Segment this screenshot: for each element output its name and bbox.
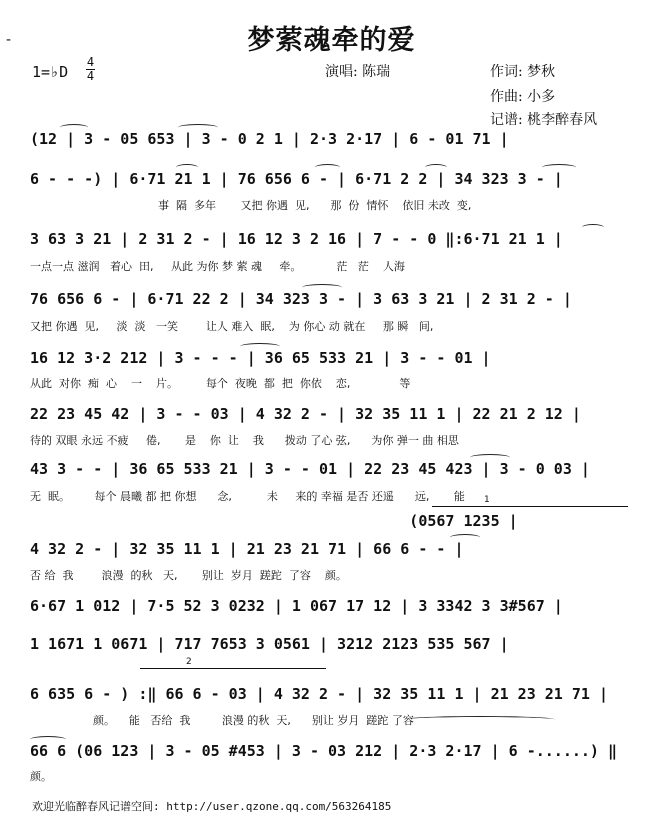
lyric-row-8: 否 给 我 浪漫 的秋 天, 别让 岁月 蹉跎 了容 颜。 (30, 569, 347, 582)
score-row-8: 4 32 2 - | 32 35 11 1 | 21 23 21 71 | 66 6 - - | (30, 540, 464, 558)
composer-credit: 作曲: 小多 (490, 89, 556, 105)
footer-link-text: 欢迎光临醉春风记谱空间: http://user.qzone.qq.com/563264185 (32, 800, 392, 813)
lyric-row-12: 颜。 (30, 770, 52, 783)
score-row-11: 6 635 6 - ) :‖ 66 6 - 03 | 4 32 2 - | 32 35 11 1 | 21 23 21 71 | (30, 685, 608, 703)
slur-mark (176, 164, 198, 171)
score-row-2: 6 - - -) | 6·71 21 1 | 76 656 6 - | 6·71 2 2 | 34 323 3 - | (30, 170, 563, 188)
volta-2-label: 2 (186, 657, 192, 667)
score-row-3: 3 63 3 21 | 2 31 2 - | 16 12 3 2 16 | 7 - - 0 ‖:6·71 21 1 | (30, 230, 563, 248)
volta-2-bracket (140, 657, 326, 677)
slur-mark (425, 164, 447, 171)
score-row-6: 22 23 45 42 | 3 - - 03 | 4 32 2 - | 32 35 11 1 | 22 21 2 12 | (30, 405, 581, 423)
score-row-5: 16 12 3·2 212 | 3 - - - | 36 65 533 21 | 3 - - 01 | (30, 349, 491, 367)
lyric-row-3: 一点一点 滋润 着心 田, 从此 为你 梦 萦 魂 牵。 茫 茫 人海 (30, 260, 405, 273)
slur-mark (178, 124, 218, 131)
meter-bottom: 4 (86, 69, 95, 83)
slur-mark (240, 343, 280, 350)
score-row-9: 6·67 1 012 | 7·5 52 3 0232 | 1 067 17 12 | 3 3342 3 3#567 | (30, 597, 563, 615)
slur-mark (30, 736, 66, 743)
meter-top: 4 (86, 55, 95, 69)
lyric-row-6: 待的 双眼 永远 不疲 倦, 是 你 让 我 拨动 了心 弦, 为你 弹一 曲 相思 (30, 434, 459, 447)
slur-mark (60, 124, 88, 131)
margin-dash: - (6, 32, 12, 48)
slur-mark (542, 164, 576, 171)
time-signature (86, 57, 95, 82)
key-signature: 1=♭D (32, 63, 69, 81)
score-row-intro-fill: (0567 1235 | (30, 512, 518, 530)
lyric-row-5: 从此 对你 痴 心 一 片。 每个 夜晚 都 把 你依 恋, 等 (30, 377, 411, 390)
score-row-12: 66 6 (06 123 | 3 - 05 #453 | 3 - 03 212 | 2·3 2·17 | 6 -......) ‖ (30, 742, 617, 760)
slur-mark (582, 224, 604, 231)
score-row-7: 43 3 - - | 36 65 533 21 | 3 - - 01 | 22 23 45 423 | 3 - 0 03 | (30, 460, 590, 478)
slur-mark (315, 164, 340, 171)
score-row-10: 1 1671 1 0671 | 717 7653 3 0561 | 3212 2123 535 567 | (30, 635, 509, 653)
slur-mark (450, 534, 480, 541)
lyric-row-2: 事 隔 多年 又把 你遇 见, 那 份 情怀 依旧 未改 变, (158, 199, 472, 212)
score-row-1: (12 | 3 - 05 653 | 3 - 0 2 1 | 2·3 2·17 | 6 - 01 71 | (30, 130, 509, 148)
lyric-row-7: 无 眠。 每个 晨曦 都 把 你想 念, 未 来的 幸福 是否 还遥 远, 能 (30, 490, 465, 503)
lyric-row-4: 又把 你遇 见, 淡 淡 一笑 让人 难入 眠, 为 你心 动 就在 那 瞬 间, (30, 320, 434, 333)
volta-1-label: 1 (484, 495, 490, 505)
transcriber-credit: 记谱: 桃李醉春风 (490, 112, 598, 128)
score-row-4: 76 656 6 - | 6·71 22 2 | 34 323 3 - | 3 63 3 21 | 2 31 2 - | (30, 290, 572, 308)
singer-credit: 演唱: 陈瑞 (325, 64, 391, 80)
slur-mark (470, 454, 510, 461)
slur-mark (302, 284, 342, 291)
lyricist-credit: 作词: 梦秋 (490, 64, 556, 80)
lyric-row-11: 颜。 能 否给 我 浪漫 的秋 天, 别让 岁月 蹉跎 了容 (30, 714, 414, 727)
song-title: 梦萦魂牵的爱 (247, 25, 416, 56)
slur-mark (405, 716, 555, 723)
